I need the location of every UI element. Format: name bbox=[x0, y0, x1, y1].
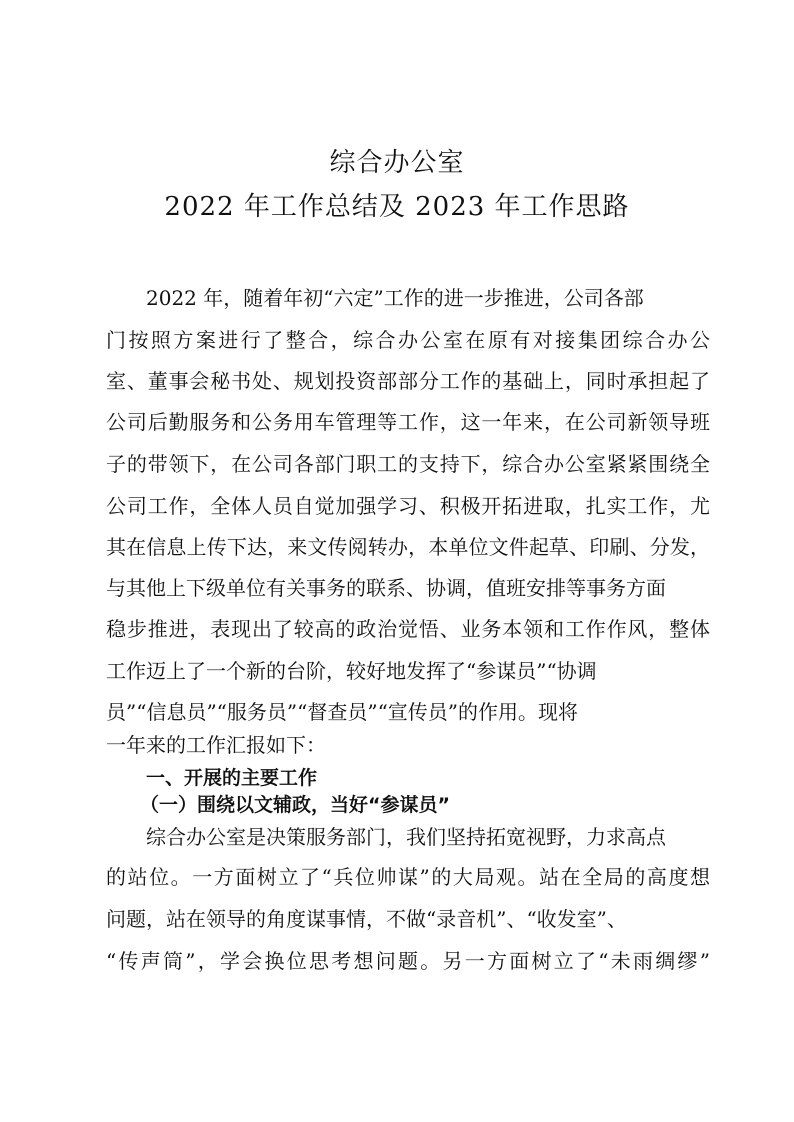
intro-line-5: 子的带领下，在公司各部门职工的支持下，综合办公室紧紧围绕全 bbox=[106, 452, 710, 476]
intro-line-12: 一年来的工作汇报如下： bbox=[106, 733, 326, 757]
intro-line-2: 门按照方案进行了整合，综合办公室在原有对接集团综合办公 bbox=[106, 328, 710, 352]
intro-line-8: 与其他上下级单位有关事务的联系、协调，值班安排等事务方面 bbox=[106, 576, 666, 600]
intro-line-1: 2022 年，随着年初“六定”工作的进一步推进，公司各部 bbox=[146, 286, 644, 310]
intro-line-6: 公司工作，全体人员自觉加强学习、积极开拓进取，扎实工作，尤 bbox=[106, 494, 710, 518]
intro-line-3: 室、董事会秘书处、规划投资部部分工作的基础上，同时承担起了 bbox=[106, 369, 710, 393]
section-line-1: 综合办公室是决策服务部门，我们坚持拓宽视野，力求高点 bbox=[146, 825, 666, 849]
intro-line-4: 公司后勤服务和公务用车管理等工作，这一年来，在公司新领导班 bbox=[106, 410, 710, 434]
intro-line-9: 稳步推进，表现出了较高的政治觉悟、业务本领和工作作风，整体 bbox=[106, 617, 710, 641]
section-line-2: 的站位。一方面树立了“兵位帅谋”的大局观。站在全局的高度想 bbox=[106, 865, 710, 889]
document-title-line2: 2022 年工作总结及 2023 年工作思路 bbox=[164, 192, 630, 222]
intro-line-11: 员”“信息员”“服务员”“督查员”“宣传员”的作用。现将 bbox=[106, 700, 579, 724]
intro-line-7: 其在信息上传下达，来文传阅转办，本单位文件起草、印刷、分发， bbox=[106, 535, 710, 559]
section-heading-1: 一、开展的主要工作 bbox=[146, 767, 318, 789]
intro-line-10: 工作迈上了一个新的台阶，较好地发挥了“参谋员”“协调 bbox=[106, 659, 597, 683]
section-line-4: “传声筒”，学会换位思考想问题。另一方面树立了“未雨绸缪” bbox=[106, 949, 710, 973]
section-heading-2: （一）围绕以文辅政，当好“参谋员” bbox=[140, 794, 450, 816]
document-title-line1: 综合办公室 bbox=[329, 148, 465, 178]
section-line-3: 问题，站在领导的角度谋事情，不做“录音机”、“收发室”、 bbox=[106, 907, 627, 931]
